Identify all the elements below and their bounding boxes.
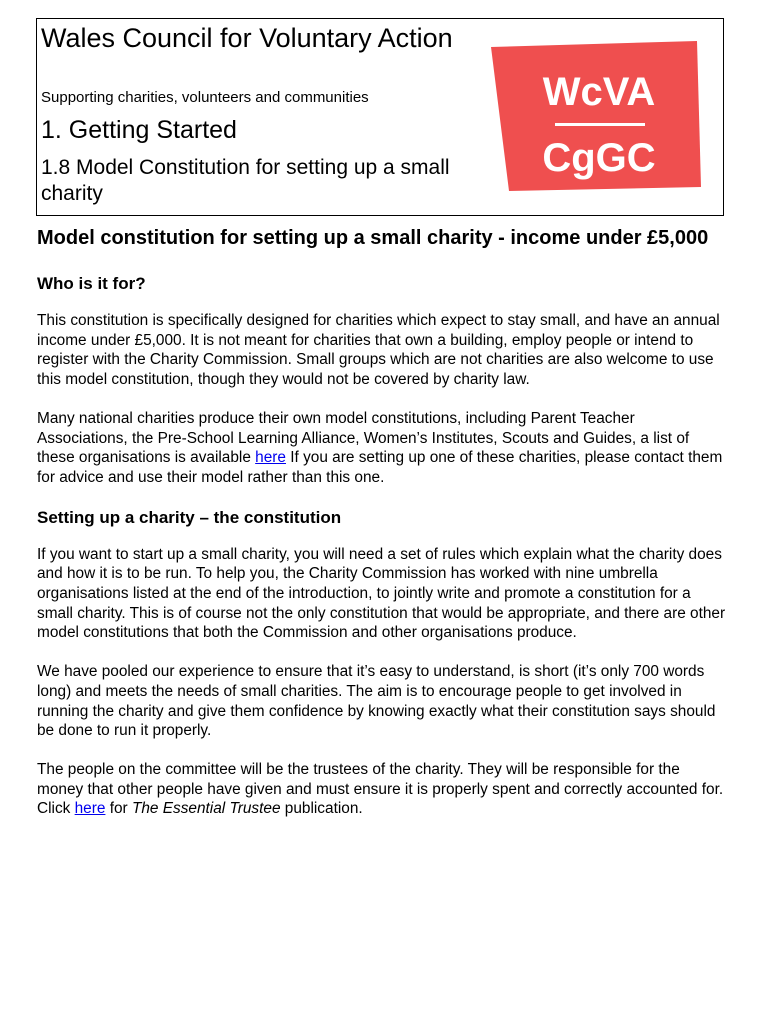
main-heading: Model constitution for setting up a small charity - income under £5,000: [37, 227, 709, 249]
section-title: 1. Getting Started: [41, 116, 237, 144]
p5-text-before: The people on the committee will be the trustees of the charity. They will be responsible for the money that other people have given and must ensure it is properly spent and correctly accounted for. Click: [37, 760, 724, 818]
wcva-logo: [491, 41, 701, 191]
doc-title: 1.8 Model Constitution for setting up a small charity: [41, 156, 450, 205]
svg-text:CgGC: CgGC: [542, 136, 656, 180]
tagline: Supporting charities, volunteers and communities: [41, 89, 369, 106]
p2-text-after: If you are setting up one of these charities, please contact them for advice and use their model rather than this one.: [37, 449, 723, 486]
svg-text:WcVA: WcVA: [542, 70, 656, 114]
header-box: [36, 18, 724, 216]
who-heading: Who is it for?: [37, 274, 146, 293]
p5-text-after: publication.: [280, 800, 363, 818]
here-link-essential-trustee[interactable]: here: [74, 800, 106, 818]
paragraph-who: This constitution is specifically designed for charities which expect to stay small, and have an annual income under £5,000. It is not meant for charities that own a building, employ people or intend to register with the Charity Commission. Small groups which are not charities are also welcome to use this model constitution, though they would not be covered by charity law.: [37, 312, 720, 389]
paragraph-start-charity: If you want to start up a small charity, you will need a set of rules which explain what the charity does and how it is to be run. To help you, the Charity Commission has worked with nine umbrella organisations listed at the end of the introduction, to jointly write and promote a constitution for a small charity. This is of course not the only constitution that would be appropriate, and there are other model constitutions that both the Commission and other organisations produce.: [37, 545, 726, 642]
org-name: Wales Council for Voluntary Action: [41, 23, 453, 53]
publication-title: The Essential Trustee: [131, 800, 281, 818]
main-content: [37, 226, 727, 819]
here-link-organisations[interactable]: here: [255, 449, 286, 467]
paragraph-pooled-experience: We have pooled our experience to ensure that it’s easy to understand, is short (it’s only 700 words long) and meets the needs of small charities. The aim is to encourage people to get involved in running the charity and give them confidence by knowing exactly what their constitution says should be done to run it properly.: [37, 663, 716, 740]
paragraph-national-charities: [37, 409, 727, 488]
paragraph-trustees: [37, 760, 727, 819]
p2-text-before: Many national charities produce their own model constitutions, including Parent Teacher Associations, the Pre-School Learning Alliance, Women’s Institutes, Scouts and Guides, a list of these organisations is available: [37, 409, 690, 467]
p5-text-mid: for: [105, 800, 132, 818]
setting-heading: Setting up a charity – the constitution: [37, 507, 342, 527]
